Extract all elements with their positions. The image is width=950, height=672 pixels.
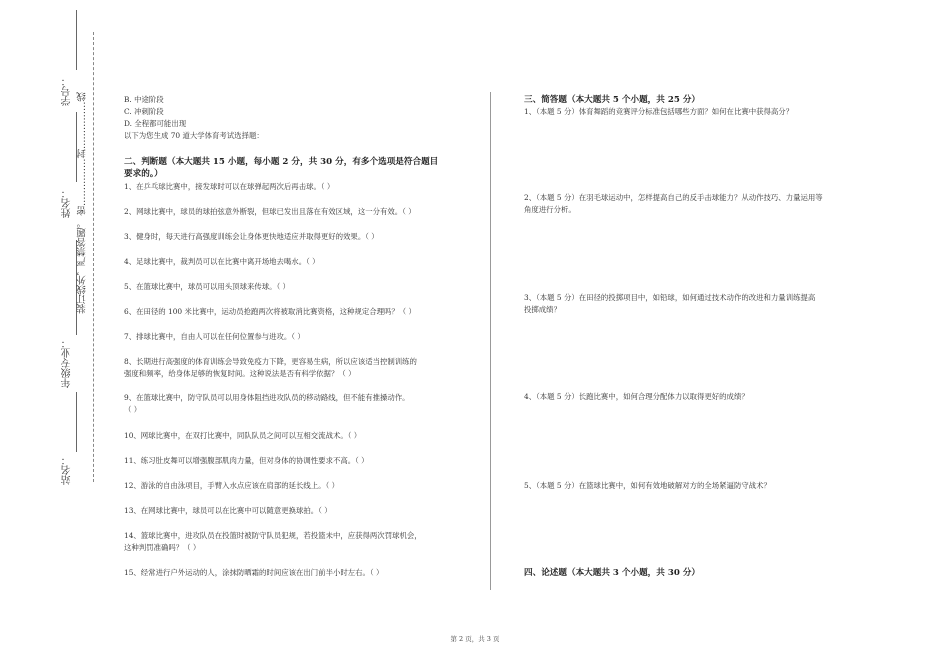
question-12: 12、游泳的自由泳项目，手臂入水点应该在肩部的延长线上。（ ） [124,481,339,490]
question-13: 13、在网球比赛中，球员可以在比赛中可以随意更换球拍。（ ） [124,506,332,515]
question-9: 9、在篮球比赛中，防守队员可以用身体阻挡进攻队员的移动路线，但不能有推搡动作。 （ ） [124,393,410,414]
xuehao-label: 学号： [62,76,73,106]
section2-heading-line1: 二、判断题（本大题共 15 小题，每小题 2 分，共 30 分，有多个选项是符合题目 [124,157,439,167]
column-divider [490,92,491,590]
xuehao-underline [76,10,77,70]
question-3: 3、健身时，每天进行高强度训练会让身体更快地适应并取得更好的效果。（ ） [124,232,379,241]
short-answer-5: 5、（本题 5 分）在篮球比赛中，如何有效地破解对方的全场紧逼防守战术？ [524,481,771,490]
question-5: 5、在篮球比赛中，球员可以用头顶球来传球。（ ） [124,282,290,291]
xingming-label: 姓名： [62,188,73,218]
question-7: 7、排球比赛中，自由人可以在任何位置参与进攻。（ ） [124,332,305,341]
option-b: B. 中途阶段 [124,95,164,104]
question-2: 2、网球比赛中，球员的球拍弦意外断裂，但球已发出且落在有效区域，这一分有效。（ ） [124,207,416,216]
section3-heading: 三、简答题（本大题共 5 个小题，共 25 分） [524,95,701,105]
binding-margin [0,0,110,672]
page-footer: 第 2 页，共 3 页 [450,635,500,643]
section4-heading: 四、论述题（本大题共 3 个小题，共 30 分） [524,568,701,578]
zhanming-underline [76,392,77,452]
binding-seal-text: 装订线外，严禁答题。 密……………封……………线 [77,92,88,314]
option-d: D. 全程都可能出现 [124,119,187,128]
question-8: 8、长期进行高强度的体育训练会导致免疫力下降，更容易生病，所以应该适当控制训练的 强度和频率，给身体足够的恢复时间。这种说法是否有科学依据？（ ） [124,357,417,378]
question-4: 4、足球比赛中，裁判员可以在比赛中离开场地去喝水。（ ） [124,257,320,266]
section2-heading-line2: 要求的。） [124,169,163,179]
intro-text: 以下为您生成 70 道大学体育考试选择题： [124,131,264,140]
binding-dashed-line-outer [93,32,94,482]
question-10: 10、网球比赛中，在双打比赛中，同队队员之间可以互相交流战术。（ ） [124,431,362,440]
question-6: 6、在田径的 100 米比赛中，运动员抢跑两次将被取消比赛资格，这种规定合理吗？（ ） [124,307,416,316]
short-answer-2: 2、（本题 5 分）在羽毛球运动中，怎样提高自己的反手击球能力？从动作技巧、力量运用等 角度进行分析。 [524,193,823,214]
question-14: 14、篮球比赛中，进攻队员在投篮时被防守队员犯规，若投篮未中，应获得两次罚球机会， 这种判罚准确吗？（ ） [124,531,422,552]
option-c: C. 冲刺阶段 [124,107,164,116]
short-answer-3: 3、（本题 5 分）在田径的投掷项目中，如铅球，如何通过技术动作的改进和力量训练提高 投掷成绩？ [524,293,816,314]
short-answer-1: 1、（本题 5 分）体育舞蹈的竞赛评分标准包括哪些方面？如何在比赛中获得高分？ [524,107,794,116]
zhanming-label: 站名： [62,455,73,485]
question-11: 11、练习肚皮舞可以增强腹部肌肉力量，但对身体的协调性要求不高。（ ） [124,456,369,465]
short-answer-4: 4、（本题 5 分）长跑比赛中，如何合理分配体力以取得更好的成绩？ [524,392,749,401]
zhuanye-label: 年级专业： [62,338,73,388]
question-15: 15、经常进行户外运动的人，涂抹防晒霜的时间应该在出门前半小时左右。（ ） [124,568,384,577]
question-1: 1、在乒乓球比赛中，接发球时可以在球弹起两次后再击球。（ ） [124,182,335,191]
